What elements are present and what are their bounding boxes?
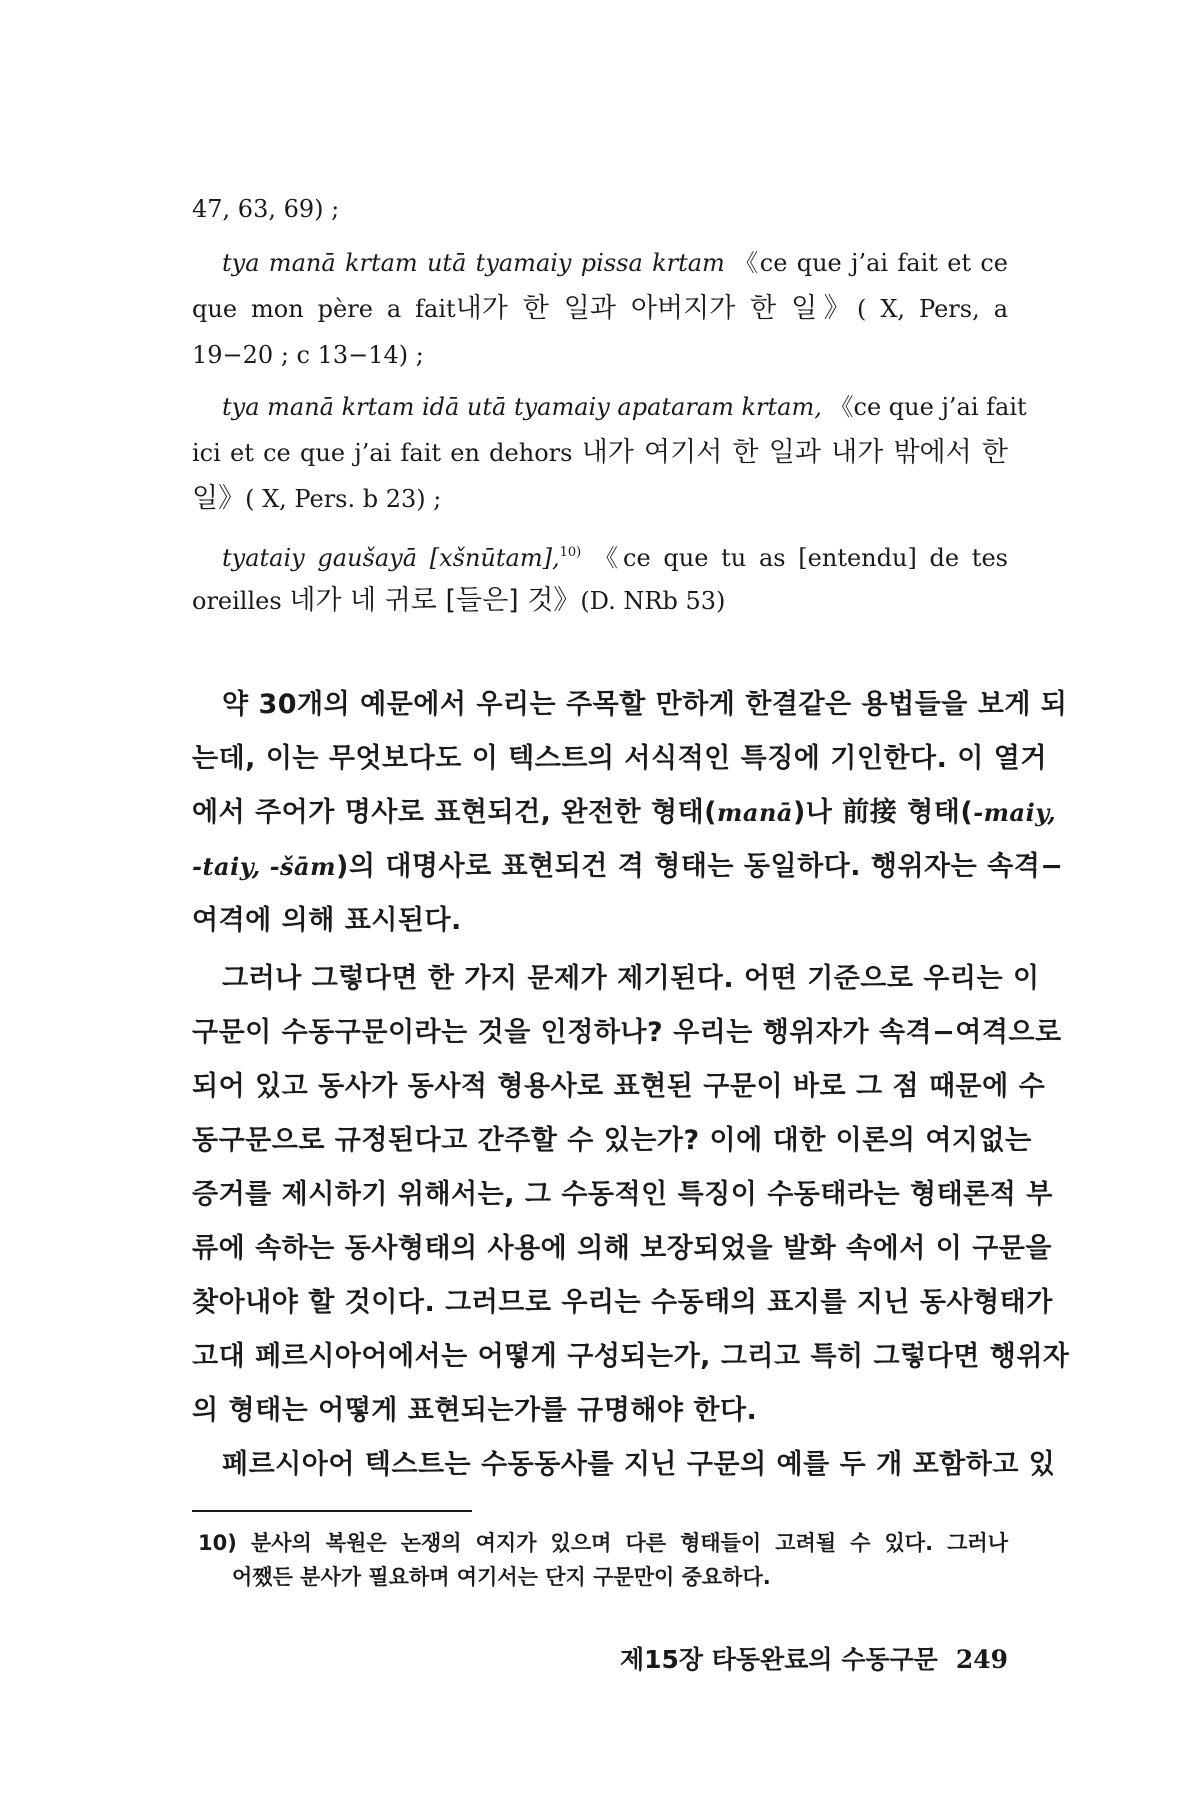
para-1-line-2: 는데, 이는 무엇보다도 이 텍스트의 서식적인 특징에 기인한다. 이 열거 bbox=[192, 743, 1047, 774]
example-2-french-a: 《ce que j’ai fait bbox=[829, 393, 1027, 421]
example-1-french-a: 《ce que j’ai fait et ce bbox=[734, 249, 1008, 277]
example-1-korean: 내가 한 일과 아버지가 한 일》 bbox=[455, 293, 857, 324]
example-2-old-persian: tya manā krtam idā utā tyamaiy apataram krtam, bbox=[222, 393, 822, 421]
chapter-title: 제15장 타동완료의 수동구문 bbox=[619, 1645, 938, 1674]
para-1-line-4: -taiy, -šām)의 대명사로 표현되건 격 형태는 동일하다. 행위자는 속격− bbox=[192, 851, 1064, 882]
footnote-line-1: 10) 분사의 복원은 논쟁의 여지가 있으며 다른 형태들이 고려될 수 있다. 그러나 bbox=[198, 1531, 1008, 1555]
para-2-line-2: 구문이 수동구문이라는 것을 인정하나? 우리는 행위자가 속격−여격으로 bbox=[192, 1017, 1062, 1048]
example-3-french-a: 《ce que tu as [entendu] de tes bbox=[593, 544, 1008, 572]
example-continuation: 47, 63, 69) ; bbox=[192, 195, 340, 223]
para-2-line-9: 의 형태는 어떻게 표현되는가를 규명해야 한다. bbox=[192, 1395, 758, 1426]
example-3-reference: (D. NRb 53) bbox=[580, 587, 726, 615]
para-3-line-1: 페르시아어 텍스트는 수동동사를 지닌 구문의 예를 두 개 포함하고 있 bbox=[222, 1449, 1056, 1480]
example-1-line-2 bbox=[192, 292, 1008, 326]
example-1-line-1 bbox=[222, 246, 1008, 280]
para-2-line-4: 동구문으로 규정된다고 간주할 수 있는가? 이에 대한 이론의 여지없는 bbox=[192, 1125, 1032, 1156]
para-1-line-5: 여격에 의해 표시된다. bbox=[192, 905, 462, 936]
footnote-rule bbox=[192, 1510, 472, 1512]
footnote-line-2: 어쨌든 분사가 필요하며 여기서는 단지 구문만이 중요하다. bbox=[232, 1565, 771, 1589]
footnote-marker: 10) bbox=[559, 545, 582, 560]
example-3-line-2 bbox=[192, 584, 1008, 618]
para-2-line-6: 류에 속하는 동사형태의 사용에 의해 보장되었을 발화 속에서 이 구문을 bbox=[192, 1233, 1052, 1264]
para-1-line-1: 약 30개의 예문에서 우리는 주목할 만하게 한결같은 용법들을 보게 되 bbox=[222, 689, 1068, 720]
example-2-reference: ( X, Pers. b 23) ; bbox=[245, 485, 442, 513]
example-2-korean: 내가 여기서 한 일과 내가 밖에서 한 bbox=[581, 437, 1008, 468]
example-3-old-persian: tyataiy gaušayā [xšnūtam], bbox=[222, 544, 560, 572]
example-2-line-2 bbox=[192, 436, 1008, 470]
example-2-korean-end: 일》 bbox=[192, 483, 246, 514]
example-3-line-1 bbox=[222, 536, 1008, 575]
para-2-line-5: 증거를 제시하기 위해서는, 그 수동적인 특징이 수동태라는 형태론적 부 bbox=[192, 1179, 1053, 1210]
example-1-reference: ( X, Pers, a bbox=[856, 295, 1009, 323]
para-2-line-1: 그러나 그렇다면 한 가지 문제가 제기된다. 어떤 기준으로 우리는 이 bbox=[222, 963, 1040, 994]
para-1-line-3: 에서 주어가 명사로 표현되건, 완전한 형태(manā)나 前接 형태(-maiy, bbox=[192, 797, 1057, 828]
para-2-line-7: 찾아내야 할 것이다. 그러므로 우리는 수동태의 표지를 지닌 동사형태가 bbox=[192, 1287, 1053, 1318]
example-2-line-3 bbox=[192, 482, 1008, 516]
example-3-french-b: oreilles bbox=[192, 587, 282, 615]
example-2-french-b: ici et ce que j’ai fait en dehors bbox=[192, 439, 573, 467]
page-number: 249 bbox=[955, 1645, 1008, 1674]
para-2-line-3: 되어 있고 동사가 동사적 형용사로 표현된 구문이 바로 그 점 때문에 수 bbox=[192, 1071, 1046, 1102]
example-3-korean: 네가 네 귀로 [들은] 것》 bbox=[289, 585, 581, 616]
running-footer bbox=[620, 1640, 1008, 1676]
para-2-line-8: 고대 페르시아어에서는 어떻게 구성되는가, 그리고 특히 그렇다면 행위자 bbox=[192, 1341, 1070, 1372]
example-2-line-1 bbox=[222, 390, 1027, 424]
example-1-french-b: que mon père a fait bbox=[192, 295, 456, 323]
example-1-line-3: 19−20 ; c 13−14) ; bbox=[192, 341, 424, 369]
example-1-old-persian: tya manā krtam utā tyamaiy pissa krtam bbox=[222, 249, 725, 277]
